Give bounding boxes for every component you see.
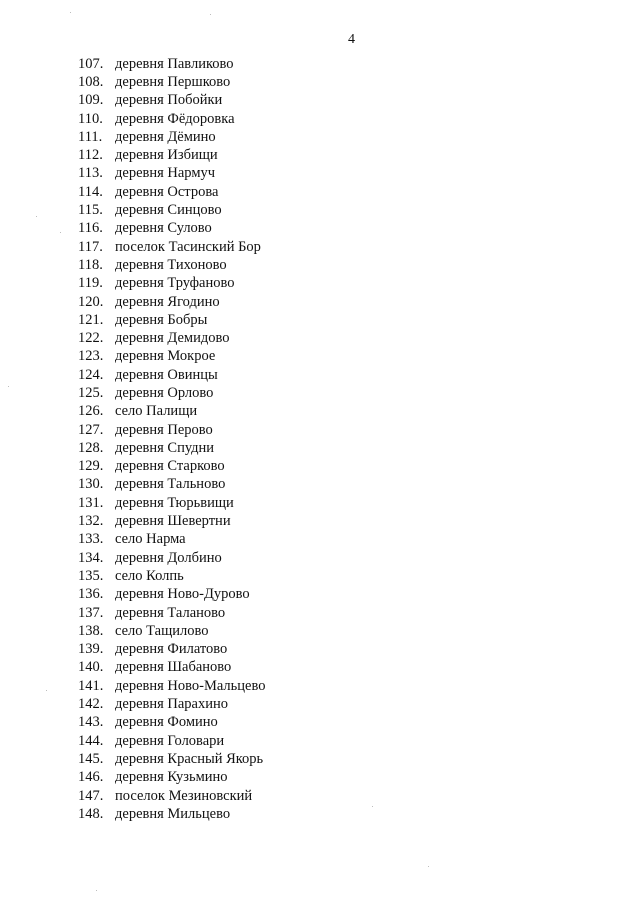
- list-item: [78, 641, 265, 659]
- list-item: [78, 787, 265, 805]
- list-item-text: деревня Избищи: [115, 147, 218, 164]
- list-item: [78, 55, 265, 73]
- list-item: [78, 348, 265, 366]
- list-item-text: деревня Фёдоровка: [115, 110, 235, 127]
- list-item-text: деревня Сулово: [115, 220, 212, 237]
- list-item-number: 136.: [78, 586, 104, 603]
- list-item: [78, 458, 265, 476]
- list-item-text: деревня Мильцево: [115, 805, 231, 822]
- list-item: [78, 512, 265, 530]
- scan-speck: [210, 14, 211, 15]
- list-item-number: 113.: [78, 165, 103, 182]
- list-item-text: деревня Ново-Дурово: [115, 586, 250, 603]
- list-item-number: 124.: [78, 366, 104, 383]
- list-item-number: 116.: [78, 220, 103, 237]
- list-item-text: деревня Нармуч: [115, 165, 216, 182]
- list-item: [78, 92, 265, 110]
- list-item-number: 131.: [78, 494, 104, 511]
- list-item-number: 139.: [78, 641, 104, 658]
- list-item: [78, 604, 265, 622]
- list-item-number: 117.: [78, 238, 103, 255]
- list-item-text: село Колпь: [115, 567, 184, 584]
- list-item-text: деревня Парахино: [115, 696, 229, 713]
- list-item-text: деревня Синцово: [115, 202, 222, 219]
- list-item: [78, 403, 265, 421]
- scan-speck: [8, 386, 9, 387]
- list-item-number: 141.: [78, 677, 104, 694]
- list-item-number: 134.: [78, 549, 104, 566]
- list-item-text: деревня Павликово: [115, 55, 234, 72]
- list-item-number: 145.: [78, 750, 104, 767]
- list-item-number: 122.: [78, 330, 104, 347]
- list-item-text: деревня Бобры: [115, 311, 208, 328]
- list-item-text: деревня Орлово: [115, 384, 214, 401]
- list-item: [78, 750, 265, 768]
- list-item-number: 118.: [78, 256, 103, 273]
- list-item-number: 144.: [78, 732, 104, 749]
- list-item-text: деревня Спудни: [115, 439, 215, 456]
- list-item-number: 133.: [78, 531, 104, 548]
- list-item: [78, 165, 265, 183]
- list-item-number: 127.: [78, 421, 104, 438]
- list-item-number: 143.: [78, 714, 104, 731]
- list-item-text: село Нарма: [115, 531, 186, 548]
- list-item-text: деревня Тюрьвищи: [115, 494, 234, 511]
- list-item: [78, 329, 265, 347]
- list-item-number: 137.: [78, 604, 104, 621]
- list-item-number: 114.: [78, 183, 103, 200]
- list-item-number: 147.: [78, 787, 104, 804]
- list-item: [78, 531, 265, 549]
- list-item: [78, 256, 265, 274]
- list-item-number: 123.: [78, 348, 104, 365]
- list-item: [78, 732, 265, 750]
- list-item-number: 129.: [78, 458, 104, 475]
- list-item: [78, 549, 265, 567]
- list-item-number: 146.: [78, 769, 104, 786]
- list-item: [78, 622, 265, 640]
- list-item-text: деревня Старково: [115, 458, 225, 475]
- list-item-text: деревня Перово: [115, 421, 213, 438]
- scan-speck: [70, 12, 71, 13]
- list-item-text: поселок Тасинский Бор: [115, 238, 261, 255]
- scan-speck: [36, 216, 37, 217]
- list-item-text: деревня Демидово: [115, 330, 230, 347]
- list-item-number: 135.: [78, 567, 104, 584]
- list-item-text: поселок Мезиновский: [115, 787, 253, 804]
- list-item: [78, 128, 265, 146]
- list-item-text: село Тащилово: [115, 622, 209, 639]
- list-item: [78, 73, 265, 91]
- list-item-text: деревня Фомино: [115, 714, 218, 731]
- list-item-number: 132.: [78, 513, 104, 530]
- list-item-number: 111.: [78, 128, 103, 145]
- list-item: [78, 659, 265, 677]
- settlement-list: [78, 55, 265, 823]
- list-item-number: 138.: [78, 622, 104, 639]
- list-item: [78, 494, 265, 512]
- list-item-number: 121.: [78, 311, 104, 328]
- list-item-number: 140.: [78, 659, 104, 676]
- list-item-text: деревня Труфаново: [115, 275, 235, 292]
- list-item-number: 115.: [78, 202, 103, 219]
- list-item: [78, 238, 265, 256]
- list-item: [78, 769, 265, 787]
- list-item-number: 112.: [78, 147, 103, 164]
- list-item: [78, 201, 265, 219]
- scan-speck: [46, 690, 47, 691]
- list-item: [78, 220, 265, 238]
- list-item-number: 110.: [78, 110, 103, 127]
- list-item-number: 107.: [78, 55, 104, 72]
- list-item: [78, 183, 265, 201]
- list-item: [78, 146, 265, 164]
- list-item-number: 128.: [78, 439, 104, 456]
- list-item-text: деревня Дёмино: [115, 128, 216, 145]
- list-item: [78, 586, 265, 604]
- list-item-text: деревня Мокрое: [115, 348, 216, 365]
- scan-speck: [96, 890, 97, 891]
- list-item: [78, 311, 265, 329]
- list-item-number: 125.: [78, 384, 104, 401]
- list-item-number: 119.: [78, 275, 103, 292]
- list-item-text: деревня Долбино: [115, 549, 222, 566]
- list-item: [78, 567, 265, 585]
- scan-speck: [428, 866, 429, 867]
- page-number: 4: [348, 32, 355, 47]
- list-item-text: деревня Овинцы: [115, 366, 218, 383]
- list-item-text: деревня Головари: [115, 732, 225, 749]
- list-item: [78, 439, 265, 457]
- list-item: [78, 384, 265, 402]
- list-item: [78, 714, 265, 732]
- list-item: [78, 805, 265, 823]
- list-item-text: деревня Тальново: [115, 476, 226, 493]
- list-item-number: 108.: [78, 73, 104, 90]
- list-item-text: деревня Побойки: [115, 92, 223, 109]
- list-item-text: деревня Шабаново: [115, 659, 232, 676]
- list-item-text: деревня Ново-Мальцево: [115, 677, 266, 694]
- list-item-number: 148.: [78, 805, 104, 822]
- list-item: [78, 275, 265, 293]
- list-item-text: деревня Шевертни: [115, 513, 231, 530]
- list-item-number: 120.: [78, 293, 104, 310]
- list-item: [78, 421, 265, 439]
- list-item-number: 109.: [78, 92, 104, 109]
- list-item-text: деревня Таланово: [115, 604, 226, 621]
- list-item-number: 142.: [78, 696, 104, 713]
- list-item-text: деревня Кузьмино: [115, 769, 228, 786]
- list-item-text: деревня Ягодино: [115, 293, 220, 310]
- list-item-text: деревня Красный Якорь: [115, 750, 264, 767]
- scan-speck: [372, 806, 373, 807]
- list-item-text: село Палищи: [115, 403, 198, 420]
- list-item-number: 130.: [78, 476, 104, 493]
- scan-speck: [60, 232, 61, 233]
- list-item-number: 126.: [78, 403, 104, 420]
- list-item-text: деревня Першково: [115, 73, 231, 90]
- list-item: [78, 695, 265, 713]
- list-item: [78, 476, 265, 494]
- list-item-text: деревня Острова: [115, 183, 219, 200]
- list-item: [78, 110, 265, 128]
- list-item-text: деревня Тихоново: [115, 256, 227, 273]
- list-item-text: деревня Филатово: [115, 641, 228, 658]
- list-item: [78, 366, 265, 384]
- list-item: [78, 677, 265, 695]
- list-item: [78, 293, 265, 311]
